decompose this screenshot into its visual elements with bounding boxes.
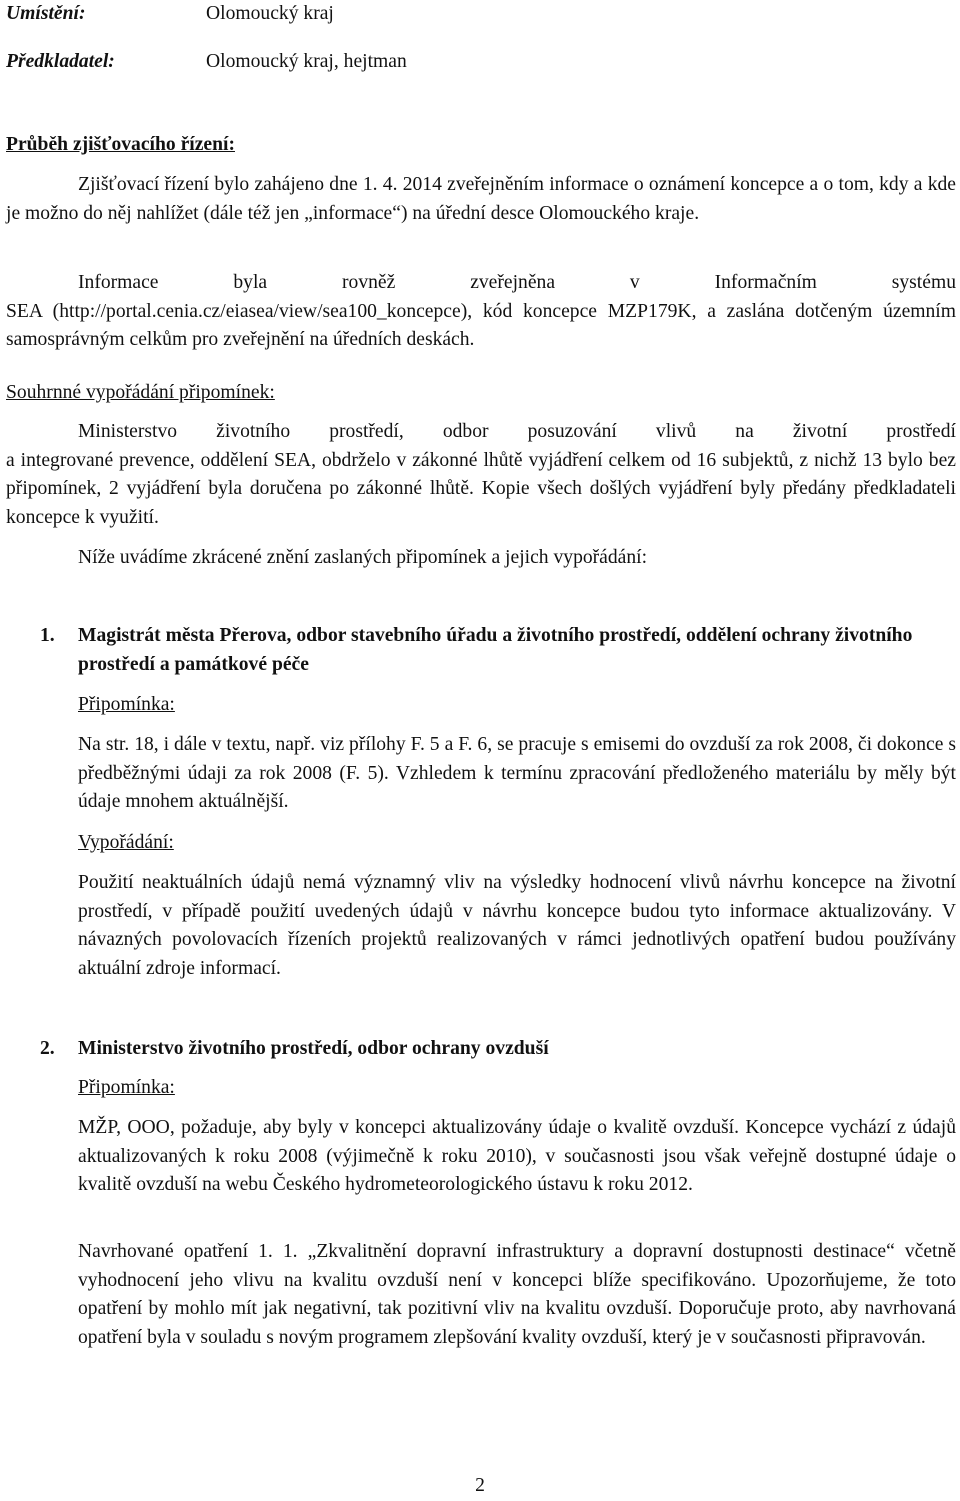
page-number: 2 (475, 1475, 485, 1496)
submitter-label: Předkladatel: (6, 51, 115, 72)
location-value: Olomoucký kraj (206, 3, 334, 24)
item-1-comment-label: Připomínka: (78, 694, 175, 715)
item-1-comment: Na str. 18, i dále v textu, např. viz přílohy F. 5 a F. 6, se pracuje s emisemi do ovzduší za rok 2008, či dokonce s předběžnými údaji za rok 2008 (F. 5). Vzhledem k termínu zpracování předloženého materiálu by měly být údaje mnohem aktuálnější. (78, 734, 956, 813)
screening-heading: Průběh zjišťovacího řízení: (6, 134, 235, 155)
screening-paragraph-1: Zjišťovací řízení bylo zahájeno dne 1. 4. 2014 zveřejněním informace o oznámení koncepce a o tom, kdy a kde je možno do něj nahlížet (dále též jen „informace“) na úřední desce Olomouckého kraje. (6, 174, 956, 224)
submitter-value: Olomoucký kraj, hejtman (206, 51, 407, 72)
screening-paragraph-2-first-line: Informace byla rovněž zveřejněna v Informačním systému (78, 272, 956, 293)
item-2-comment-label: Připomínka: (78, 1077, 175, 1098)
item-1-number: 1. (40, 625, 55, 646)
item-1-resolution-label: Vypořádání: (78, 832, 174, 853)
item-1-resolution: Použití neaktuálních údajů nemá významný vliv na výsledky hodnocení vlivů návrhu koncepce na životní prostředí, v případě použití uvedených údajů v návrhu koncepce budou tyto informace aktualizovány. V návazných povolovacích řízeních projektů realizovaných v rámci jednotlivých opatření budou používány aktuální zdroje informací. (78, 872, 956, 979)
location-row (6, 0, 946, 29)
screening-paragraph-2 (6, 269, 956, 355)
location-label: Umístění: (6, 3, 86, 24)
item-2-comment-2: Navrhované opatření 1. 1. „Zkvalitnění dopravní infrastruktury a dopravní dostupnosti destinace“ včetně vyhodnocení jeho vlivu na kvalitu ovzduší není v koncepci blíže specifikováno. Upozorňujeme, že toto opatření by mohlo mít jak negativní, tak pozitivní vliv na kvalitu ovzduší. Doporučuje proto, aby navrhovaná opatření byla v souladu s novým programem zlepšování kvality ovzduší, který je v současnosti připravován. (78, 1241, 956, 1348)
submitter-row (6, 48, 946, 77)
summary-paragraph-1 (6, 418, 956, 532)
summary-paragraph-1-rest: a integrované prevence, oddělení SEA, obdrželo v zákonné lhůtě vyjádření celkem od 16 subjektů, z nichž 13 bylo bez připomínek, 2 vyjádření byla doručena po zákonné lhůtě. Kopie všech došlých vyjádření byly předány předkladateli koncepce k využití. (6, 449, 956, 528)
item-2-comment-1: MŽP, OOO, požaduje, aby byly v koncepci aktualizovány údaje o kvalitě ovzduší. Koncepce vychází z údajů aktualizovaných k roku 2008 (výjimečně k roku 2010), v současnosti jsou však veřejně dostupné údaje o kvalitě ovzduší na webu Českého hydrometeorologického ústavu k roku 2012. (78, 1117, 956, 1196)
item-2-title: Ministerstvo životního prostředí, odbor ochrany ovzduší (78, 1038, 549, 1059)
item-1-title: Magistrát města Přerova, odbor stavebního úřadu a životního prostředí, oddělení ochrany životního prostředí a památkové péče (78, 625, 913, 675)
summary-paragraph-2: Níže uvádíme zkrácené znění zaslaných připomínek a jejich vypořádání: (78, 547, 648, 568)
summary-paragraph-1-first-line: Ministerstvo životního prostředí, odbor posuzování vlivů na životní prostředí (78, 421, 956, 442)
item-2-number: 2. (40, 1038, 55, 1059)
screening-paragraph-2-rest: SEA (http://portal.cenia.cz/eiasea/view/sea100_koncepce), kód koncepce MZP179K, a zaslána dotčeným územním samosprávným celkům pro zveřejnění na úředních deskách. (6, 300, 956, 351)
summary-heading: Souhrnné vypořádání připomínek: (6, 382, 275, 403)
